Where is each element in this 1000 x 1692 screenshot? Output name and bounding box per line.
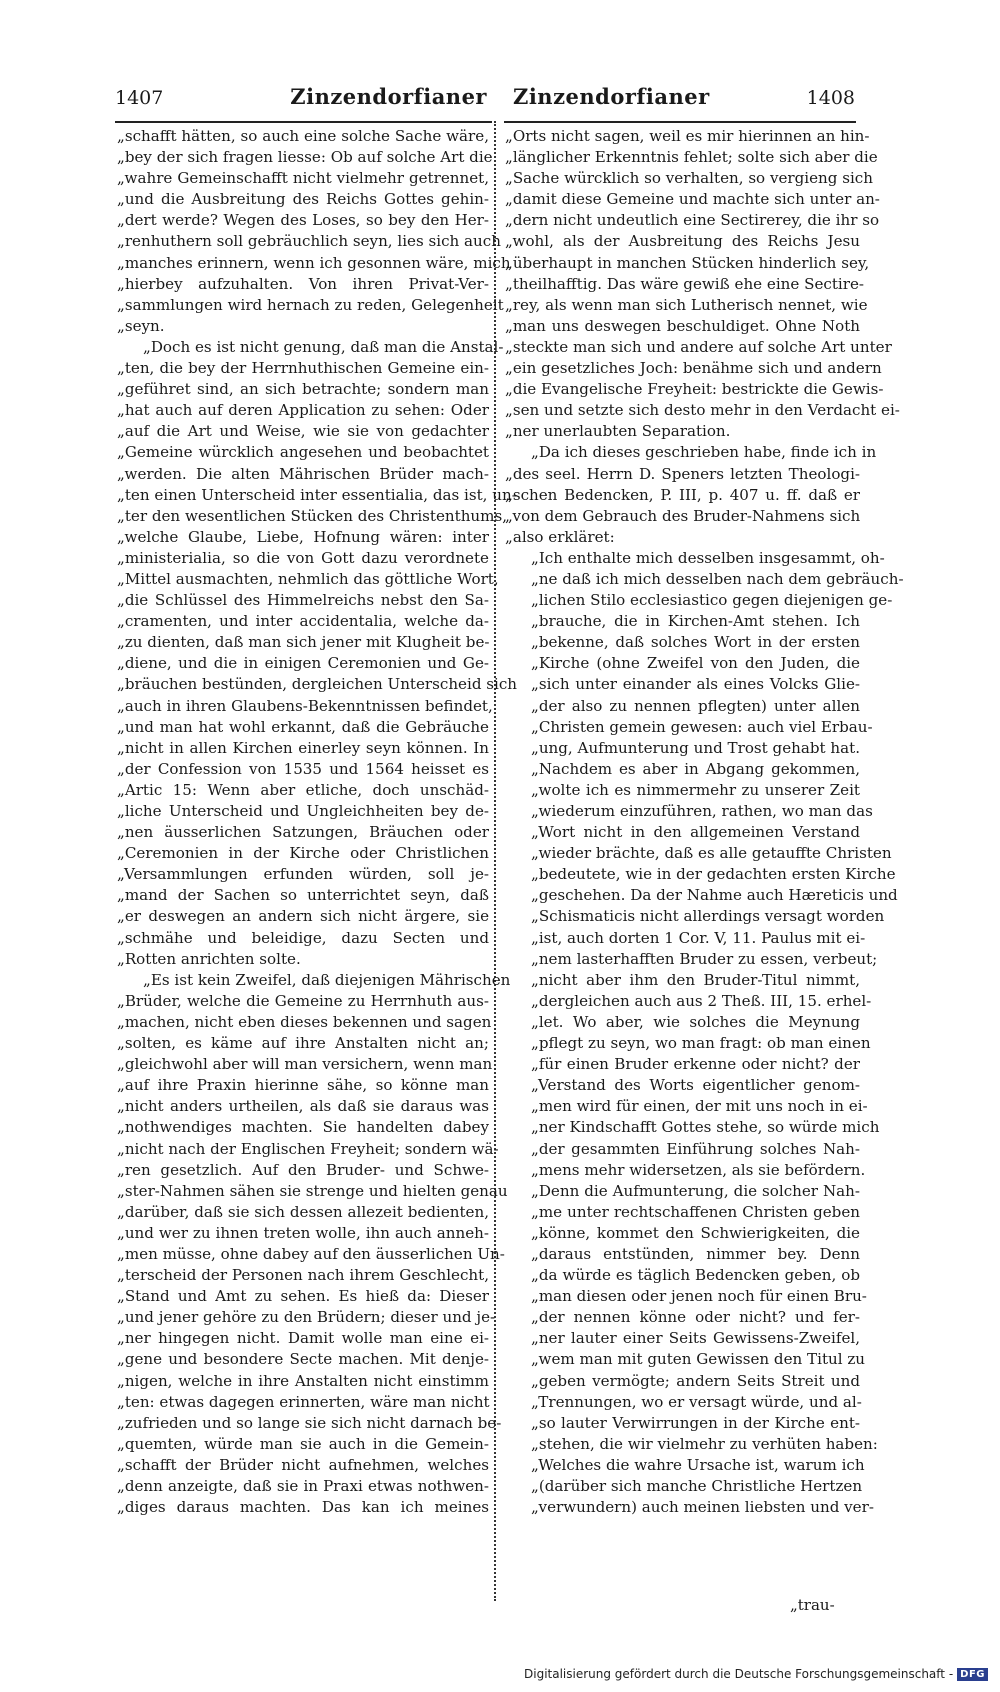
text-line: „bedeutete, wie in der gedachten ersten Kirche xyxy=(531,865,896,884)
text-line: „man uns deswegen beschuldiget. Ohne Noth xyxy=(505,316,860,335)
text-line: „man diesen oder jenen noch für einen Bru- xyxy=(531,1287,867,1306)
text-line: „und man hat wohl erkannt, daß die Gebräuche xyxy=(117,717,489,736)
text-line: „zu dienten, daß man sich jener mit Klugheit be- xyxy=(117,633,490,652)
text-line: „der also zu nennen pflegten) unter allen xyxy=(531,696,860,715)
text-line: „damit diese Gemeine und machte sich unter an- xyxy=(505,190,880,209)
text-line: „der nennen könne oder nicht? und fer- xyxy=(531,1308,860,1327)
text-line: „geführet sind, an sich betrachte; sondern man xyxy=(117,380,489,399)
text-line: „ten: etwas dagegen erinnerten, wäre man nicht xyxy=(117,1392,490,1411)
right-page-header xyxy=(513,84,855,118)
text-line: „pflegt zu seyn, wo man fragt: ob man einen xyxy=(531,1034,871,1053)
text-line: „Welches die wahre Ursache ist, warum ich xyxy=(531,1455,865,1474)
text-line: „ten einen Unterscheid inter essentialia, das ist, un- xyxy=(117,485,517,504)
text-line: „die Evangelische Freyheit: bestrickte die Gewis- xyxy=(505,380,884,399)
text-line: „gene und besondere Secte machen. Mit denje- xyxy=(117,1350,489,1369)
text-line: „ten, die bey der Herrnhuthischen Gemeine ein- xyxy=(117,359,489,378)
text-line: „länglicher Erkenntnis fehlet; solte sich aber die xyxy=(505,148,878,167)
text-line: „auf ihre Praxin hierinne sähe, so könne man xyxy=(117,1076,489,1095)
text-line: „der gesammten Einführung solches Nah- xyxy=(531,1139,860,1158)
left-text-column xyxy=(117,126,518,1518)
text-line: „geschehen. Da der Nahme auch Hæreticis und xyxy=(531,886,898,905)
text-line: „mens mehr widersetzen, als sie befördern. xyxy=(531,1160,866,1179)
text-line: „theilhafftig. Das wäre gewiß ehe eine Sectire- xyxy=(505,274,864,293)
text-line: „Kirche (ohne Zweifel von den Juden, die xyxy=(531,654,860,673)
text-line: „seyn. xyxy=(117,316,165,335)
text-line: „diene, und die in einigen Ceremonien und Ge- xyxy=(117,654,489,673)
text-line: „mand der Sachen so unterrichtet seyn, daß xyxy=(117,886,489,905)
text-line: „darüber, daß sie sich dessen allezeit bedienten, xyxy=(117,1202,489,1221)
text-line: „Es ist kein Zweifel, daß diejenigen Mährischen xyxy=(143,970,511,989)
text-line: „schen Bedencken, P. III, p. 407 u. ff. daß er xyxy=(505,485,860,504)
text-line: „dert werde? Wegen des Loses, so bey den Her- xyxy=(117,211,489,230)
text-line: „steckte man sich und andere auf solche Art unter xyxy=(505,337,892,356)
text-line: „zufrieden und so lange sie sich nicht darnach be- xyxy=(117,1413,502,1432)
text-line: „wohl, als der Ausbreitung des Reichs Jesu xyxy=(505,232,860,251)
text-line: „rey, als wenn man sich Lutherisch nennet, wie xyxy=(505,295,868,314)
text-line: „Trennungen, wo er versagt würde, und al- xyxy=(531,1392,862,1411)
text-line: „auch in ihren Glaubens-Bekenntnissen befindet, xyxy=(117,696,493,715)
text-line: „ung, Aufmunterung und Trost gehabt hat. xyxy=(531,738,860,757)
text-line: „Wort nicht in den allgemeinen Verstand xyxy=(531,823,860,842)
text-line: „ner lauter einer Seits Gewissens-Zweifel, xyxy=(531,1329,860,1348)
text-line: „Ceremonien in der Kirche oder Christlichen xyxy=(117,844,489,863)
right-page-number: 1408 xyxy=(806,87,855,109)
text-line: „ne daß ich mich desselben nach dem gebräuch- xyxy=(531,569,904,588)
text-line: „(darüber sich manche Christliche Hertzen xyxy=(531,1477,863,1495)
text-line: „so lauter Verwirrungen in der Kirche ent- xyxy=(531,1413,860,1432)
text-line: „er deswegen an andern sich nicht ärgere, sie xyxy=(117,907,489,926)
left-running-title: Zinzendorfianer xyxy=(290,84,487,109)
text-line: „werden. Die alten Mährischen Brüder mach- xyxy=(117,464,489,483)
text-line: „Nachdem es aber in Abgang gekommen, xyxy=(531,759,860,778)
text-line: „Mittel ausmachten, nehmlich das göttliche Wort, xyxy=(117,569,499,588)
text-line: „nen äusserlichen Satzungen, Bräuchen oder xyxy=(117,823,489,842)
text-line: „wem man mit guten Gewissen den Titul zu xyxy=(531,1350,866,1369)
text-line: „bräuchen bestünden, dergleichen Unterscheid sich xyxy=(117,675,518,694)
text-line: „und die Ausbreitung des Reichs Gottes gehin- xyxy=(117,190,489,209)
text-line: „welche Glaube, Liebe, Hofnung wären: inter xyxy=(117,527,489,546)
right-header-rule xyxy=(504,121,856,123)
text-line: „ein gesetzliches Joch: benähme sich und andern xyxy=(505,359,882,378)
text-line: „men wird für einen, der mit uns noch in ei- xyxy=(531,1097,868,1116)
text-line: „des seel. Herrn D. Speners letzten Theologi- xyxy=(505,464,860,483)
text-line: „die Schlüssel des Himmelreichs nebst den Sa- xyxy=(117,591,489,610)
text-line: „Da ich dieses geschrieben habe, finde ich in xyxy=(531,443,877,462)
text-line: „Brüder, welche die Gemeine zu Herrnhuth aus- xyxy=(117,991,489,1010)
text-line: „liche Unterscheid und Ungleichheiten bey de- xyxy=(117,802,489,820)
text-line: „quemten, würde man sie auch in die Gemein- xyxy=(117,1434,489,1453)
text-line: „bekenne, daß solches Wort in der ersten xyxy=(531,633,860,652)
text-line: „nicht nach der Englischen Freyheit; sondern wä- xyxy=(117,1139,499,1158)
text-line: „ner hingegen nicht. Damit wolle man eine ei- xyxy=(117,1329,489,1348)
dfg-logo: DFG xyxy=(957,1668,988,1681)
text-line: „denn anzeigte, daß sie in Praxi etwas nothwen- xyxy=(117,1477,489,1495)
text-line: „ter den wesentlichen Stücken des Christenthums, xyxy=(117,506,507,525)
text-line: „dern nicht undeutlich eine Sectirerey, die ihr so xyxy=(505,211,880,230)
text-line: „also erkläret: xyxy=(505,527,615,546)
text-line: „überhaupt in manchen Stücken hinderlich sey, xyxy=(505,253,870,272)
text-line: „nicht anders urtheilen, als daß sie daraus was xyxy=(117,1097,489,1116)
footer-text: Digitalisierung gefördert durch die Deutsche Forschungsgemeinschaft - xyxy=(524,1667,954,1681)
text-line: „diges daraus machten. Das kan ich meines xyxy=(117,1498,489,1517)
text-line: „und wer zu ihnen treten wolle, ihn auch anneh- xyxy=(117,1223,489,1242)
text-line: „ner unerlaubten Separation. xyxy=(505,422,731,441)
text-line: „Versammlungen erfunden würden, soll je- xyxy=(117,865,489,884)
text-line: „sich unter einander als eines Volcks Glie- xyxy=(531,675,860,694)
left-header-rule xyxy=(115,121,492,123)
text-line: „manches erinnern, wenn ich gesonnen wäre, mich xyxy=(117,253,511,272)
text-line: „men müsse, ohne dabey auf den äusserlichen Un- xyxy=(117,1244,505,1263)
text-line: „daraus entstünden, nimmer bey. Denn xyxy=(531,1244,860,1263)
text-line: „Artic 15: Wenn aber etliche, doch unschäd- xyxy=(117,780,489,799)
text-line: „bey der sich fragen liesse: Ob auf solche Art die xyxy=(117,148,493,167)
text-line: „schmähe und beleidige, dazu Secten und xyxy=(117,928,489,947)
text-line: „und jener gehöre zu den Brüdern; dieser und je- xyxy=(117,1308,496,1327)
text-line: „terscheid der Personen nach ihrem Geschlecht, xyxy=(117,1266,489,1285)
text-line: „Orts nicht sagen, weil es mir hierinnen an hin- xyxy=(505,127,870,145)
text-line: „nem lasterhafften Bruder zu essen, verbeut; xyxy=(531,949,878,968)
text-line: „cramenten, und inter accidentalia, welche da- xyxy=(117,612,489,631)
text-line: „sammlungen wird hernach zu reden, Gelegenheit xyxy=(117,295,504,314)
left-page-number: 1407 xyxy=(115,87,164,109)
text-line: „dergleichen auch aus 2 Theß. III, 15. erhel- xyxy=(531,991,872,1010)
text-line: „ner Kindschafft Gottes stehe, so würde mich xyxy=(531,1118,880,1137)
text-line: „nigen, welche in ihre Anstalten nicht einstimm xyxy=(117,1371,489,1390)
left-page-header xyxy=(115,84,487,118)
text-line: „könne, kommet den Schwierigkeiten, die xyxy=(531,1223,860,1242)
text-line: „renhuthern soll gebräuchlich seyn, lies sich auch xyxy=(117,232,501,251)
right-running-title: Zinzendorfianer xyxy=(513,84,710,109)
text-line: „schafft hätten, so auch eine solche Sache wäre, xyxy=(117,127,489,145)
text-line: „hat auch auf deren Application zu sehen: Oder xyxy=(117,401,489,420)
text-line: „der Confession von 1535 und 1564 heisset es xyxy=(117,759,489,778)
right-text-column xyxy=(505,126,904,1518)
text-line: „Gemeine würcklich angesehen und beobachtet xyxy=(117,443,489,462)
text-line: „verwundern) auch meinen liebsten und ver- xyxy=(531,1498,874,1517)
text-line: „nicht aber ihm den Bruder-Titul nimmt, xyxy=(531,970,860,989)
text-line: „nothwendiges machten. Sie handelten dabey xyxy=(117,1118,489,1137)
text-line: „von dem Gebrauch des Bruder-Nahmens sich xyxy=(505,506,861,525)
text-line: „ist, auch dorten 1 Cor. V, 11. Paulus mit ei- xyxy=(531,928,866,947)
catchword: „trau- xyxy=(790,1596,835,1614)
text-line: „hierbey aufzuhalten. Von ihren Privat-Ver- xyxy=(117,274,489,293)
text-line: „lichen Stilo ecclesiastico gegen diejenigen ge- xyxy=(531,591,893,610)
text-line: „da würde es täglich Bedencken geben, ob xyxy=(531,1266,860,1285)
footer-credit xyxy=(524,1667,988,1681)
text-line: „auf die Art und Weise, wie sie von gedachter xyxy=(117,422,489,441)
text-line: „ministerialia, so die von Gott dazu verordnete xyxy=(117,548,489,567)
text-line: „Rotten anrichten solte. xyxy=(117,949,301,968)
text-line: „let. Wo aber, wie solches die Meynung xyxy=(531,1012,860,1031)
text-line: „ren gesetzlich. Auf den Bruder- und Schwe- xyxy=(117,1160,489,1179)
text-line: „Christen gemein gewesen: auch viel Erbau- xyxy=(531,717,873,736)
text-line: „Verstand des Worts eigentlicher genom- xyxy=(531,1076,860,1095)
text-line: „brauche, die in Kirchen-Amt stehen. Ich xyxy=(531,612,860,631)
text-line: „Sache würcklich so verhalten, so vergieng sich xyxy=(505,169,873,188)
text-line: „stehen, die wir vielmehr zu verhüten haben: xyxy=(531,1434,878,1453)
text-line: „wiederum einzuführen, rathen, wo man das xyxy=(531,802,873,820)
text-line: „Doch es ist nicht genung, daß man die Anstal- xyxy=(143,337,504,356)
text-line: „Stand und Amt zu sehen. Es hieß da: Dieser xyxy=(117,1287,489,1306)
text-line: „sen und setzte sich desto mehr in den Verdacht ei- xyxy=(505,401,900,420)
text-line: „solten, es käme auf ihre Anstalten nicht an; xyxy=(117,1034,489,1053)
text-line: „schafft der Brüder nicht aufnehmen, welches xyxy=(117,1455,489,1474)
text-line: „geben vermögte; andern Seits Streit und xyxy=(531,1371,860,1390)
text-line: „ster-Nahmen sähen sie strenge und hielten genau xyxy=(117,1181,508,1200)
text-line: „für einen Bruder erkenne oder nicht? der xyxy=(531,1055,860,1074)
text-line: „wieder brächte, daß es alle getauffte Christen xyxy=(531,844,892,863)
text-line: „Denn die Aufmunterung, die solcher Nah- xyxy=(531,1181,860,1200)
text-line: „machen, nicht eben dieses bekennen und sagen xyxy=(117,1012,492,1031)
text-line: „Ich enthalte mich desselben insgesammt, oh- xyxy=(531,548,885,567)
text-line: „nicht in allen Kirchen einerley seyn können. In xyxy=(117,738,489,757)
text-line: „gleichwohl aber will man versichern, wenn man xyxy=(117,1055,493,1074)
text-line: „wahre Gemeinschafft nicht vielmehr getrennet, xyxy=(117,169,489,188)
text-line: „me unter rechtschaffenen Christen geben xyxy=(531,1202,860,1221)
text-line: „Schismaticis nicht allerdings versagt worden xyxy=(531,907,885,926)
text-line: „wolte ich es nimmermehr zu unserer Zeit xyxy=(531,780,860,799)
